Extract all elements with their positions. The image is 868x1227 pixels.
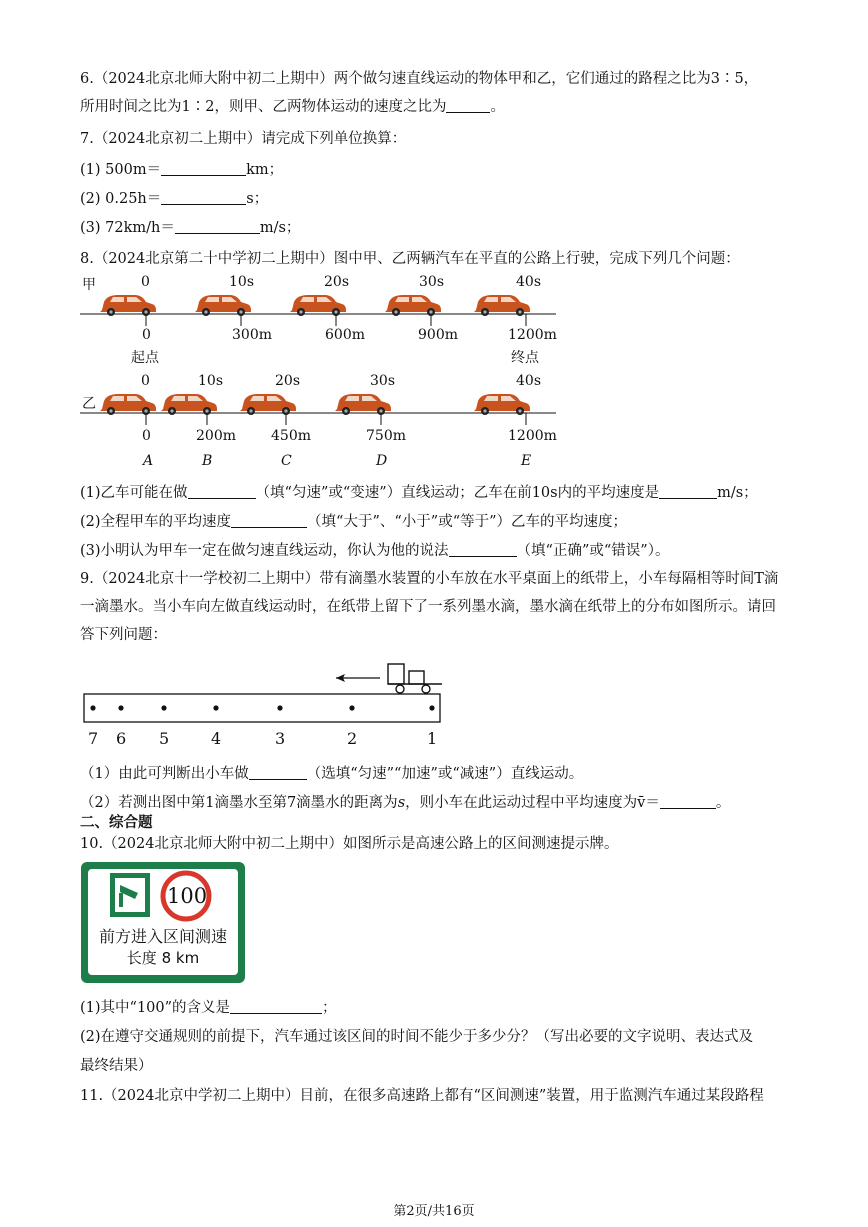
q8-sub2: (2)全程甲车的平均速度 （填“大于”、“小于”或“等于”）乙车的平均速度； — [80, 514, 628, 530]
car-icon — [385, 295, 441, 316]
drop-label: 6 — [116, 729, 127, 748]
car-icon — [474, 394, 530, 415]
left-arrow-icon — [336, 674, 380, 682]
answer-blank[interactable] — [188, 484, 256, 500]
time-label: 10s — [229, 274, 254, 290]
time-label: 0 — [141, 274, 150, 290]
answer-blank[interactable] — [161, 190, 246, 206]
ink-drop — [349, 705, 354, 710]
speed-sign — [80, 861, 246, 984]
car-icon — [100, 295, 156, 316]
tape-figure — [80, 656, 450, 726]
end-label: 终点 — [511, 350, 539, 366]
q10-sub1: (1)其中“100”的含义是 ； — [80, 1000, 337, 1016]
drop-label: 7 — [88, 729, 99, 748]
car-icon — [240, 394, 296, 415]
distance-label: 0 — [142, 327, 151, 343]
point-label: E — [521, 453, 532, 469]
distance-label: 1200m — [508, 428, 557, 444]
answer-blank[interactable] — [446, 98, 490, 114]
page-footer: 第2页/共16页 — [393, 1204, 475, 1219]
truck-icon — [388, 664, 442, 693]
time-label: 30s — [419, 274, 444, 290]
q9-text: 9.（2024北京十一学校初二上期中）带有滴墨水装置的小车放在水平桌面上的纸带上，小车每隔相等时间T滴一滴墨水。当小车向左做直线运动时，在纸带上留下了一系列墨水滴，墨水滴在纸带上的分布如图所示。请回答下列问题： — [80, 571, 779, 643]
answer-blank[interactable] — [175, 219, 260, 235]
q10-sub2-line2: 最终结果） — [80, 1058, 153, 1074]
q6-line1: 6.（2024北京北师大附中初二上期中）两个做匀速直线运动的物体甲和乙，它们通过的路程之比为3∶5， — [80, 71, 759, 87]
point-label: A — [143, 453, 154, 469]
car-icon — [195, 295, 251, 316]
answer-blank[interactable] — [249, 765, 307, 781]
drop-label: 4 — [211, 729, 222, 748]
q8-sub1: (1)乙车可能在做 （填“匀速”或“变速”）直线运动；乙车在前10s内的平均速度是 m/s； — [80, 485, 758, 501]
q7-item-1: (1) 500m＝ km； — [80, 162, 284, 178]
car-b-road — [80, 389, 560, 429]
sign-speed: 100 — [167, 884, 208, 908]
q8-sub3: (3)小明认为甲车一定在做匀速直线运动，你认为他的说法 （填“正确”或“错误”）。 — [80, 543, 670, 559]
car-a-label: 甲 — [82, 277, 96, 293]
ink-drop — [90, 705, 95, 710]
answer-blank[interactable] — [231, 513, 307, 529]
drop-label: 1 — [427, 729, 438, 748]
car-icon — [335, 394, 391, 415]
q7-item-2: (2) 0.25h＝ s； — [80, 191, 269, 207]
time-label: 0 — [141, 373, 150, 389]
drop-label: 5 — [159, 729, 170, 748]
time-label: 20s — [275, 373, 300, 389]
ink-drop — [429, 705, 434, 710]
point-label: C — [281, 453, 292, 469]
drop-label: 3 — [275, 729, 286, 748]
q10-title: 10.（2024北京北师大附中初二上期中）如图所示是高速公路上的区间测速提示牌。 — [80, 836, 619, 852]
ink-drop — [213, 705, 218, 710]
answer-blank[interactable] — [449, 542, 517, 558]
q7-item-3: (3) 72km/h＝ m/s； — [80, 220, 301, 236]
time-label: 40s — [516, 274, 541, 290]
answer-blank[interactable] — [660, 794, 716, 810]
point-label: D — [376, 453, 388, 469]
q8-title: 8.（2024北京第二十中学初二上期中）图中甲、乙两辆汽车在平直的公路上行驶，完成下列几个问题： — [80, 251, 740, 267]
distance-label: 750m — [366, 428, 406, 444]
car-icon — [290, 295, 346, 316]
car-icon — [161, 394, 217, 415]
distance-label: 0 — [142, 428, 151, 444]
answer-blank[interactable] — [230, 999, 322, 1015]
sign-line1: 前方进入区间测速 — [98, 927, 227, 946]
start-label: 起点 — [131, 350, 159, 366]
car-b-label: 乙 — [82, 396, 96, 412]
time-label: 40s — [516, 373, 541, 389]
distance-label: 200m — [196, 428, 236, 444]
section-heading: 二、综合题 — [80, 814, 153, 831]
car-a-road — [80, 290, 560, 330]
q10-sub2-line1: (2)在遵守交通规则的前提下，汽车通过该区间的时间不能少于多少分？（写出必要的文字说明、表达式及 — [80, 1029, 754, 1045]
distance-label: 300m — [232, 327, 272, 343]
distance-label: 600m — [325, 327, 365, 343]
answer-blank[interactable] — [659, 484, 717, 500]
sign-line2: 长度 8 km — [126, 949, 200, 967]
ink-drop — [161, 705, 166, 710]
distance-label: 900m — [418, 327, 458, 343]
car-icon — [100, 394, 156, 415]
q6-line2: 所用时间之比为1∶2，则甲、乙两物体运动的速度之比为 。 — [80, 99, 505, 115]
time-label: 20s — [324, 274, 349, 290]
ink-drop — [118, 705, 123, 710]
answer-blank[interactable] — [161, 161, 246, 177]
car-icon — [474, 295, 530, 316]
q7-title: 7.（2024北京初二上期中）请完成下列单位换算： — [80, 131, 407, 147]
q9-sub1: （1）由此可判断出小车做 （选填“匀速”“加速”或“减速”）直线运动。 — [80, 766, 584, 782]
drop-label: 2 — [347, 729, 358, 748]
distance-label: 450m — [271, 428, 311, 444]
q11-line1: 11.（2024北京中学初二上期中）目前，在很多高速路上都有“区间测速”装置，用于监测汽车通过某段路程 — [80, 1088, 764, 1104]
time-label: 30s — [370, 373, 395, 389]
time-label: 10s — [198, 373, 223, 389]
point-label: B — [202, 453, 213, 469]
ink-drop — [277, 705, 282, 710]
distance-label: 1200m — [508, 327, 557, 343]
q9-sub2: （2）若测出图中第1滴墨水至第7滴墨水的距离为s，则小车在此运动过程中平均速度为v̄＝ 。 — [80, 795, 731, 811]
